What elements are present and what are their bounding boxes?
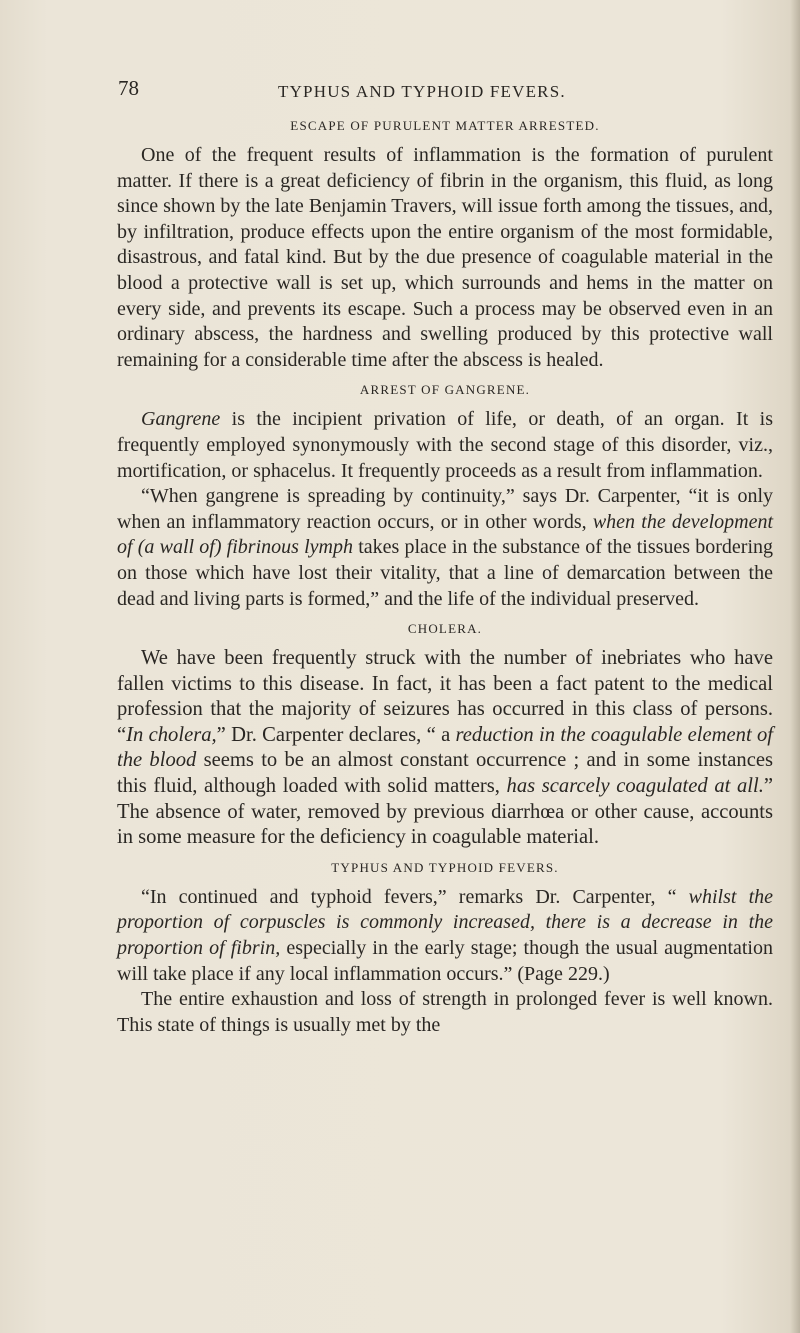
- italic-term-gangrene: Gangrene: [141, 408, 221, 431]
- cholera-text-a: We have been frequently struck with the number of inebriates who have fallen victims to this disease. In fact, it has been a fact patent to the medical profession that the majority of seizures has occurred in this class of persons. “: [117, 647, 773, 746]
- cholera-text-b: ” Dr. Carpenter declares, “ a: [216, 723, 456, 746]
- paragraph-purulent: One of the frequent results of inflammation is the formation of purulent matter. If there is a great deficiency of fibrin in the organism, this fluid, as long since shown by the late Benjamin Travers, will issue forth among the tissues, and, by infiltration, produce effects upon the entire organism of the most formidable, disastrous, and fatal kind. But by the due presence of coagulable material in the blood a protective wall is set up, which surrounds and hems in the matter on every side, and prevents its escape. Such a process may be observed even in an ordinary abscess, the hardness and swelling produced by this protective wall remaining for a considerable time after the abscess is healed.: [117, 144, 773, 371]
- paragraph-typhus-quote: [117, 885, 773, 987]
- section-heading-gangrene: ARREST OF GANGRENE.: [359, 382, 531, 398]
- typhus-text-a: “In continued and typhoid fevers,” remarks Dr. Carpenter, “: [141, 885, 689, 908]
- gangrene-quote-start: “When gangrene is spreading by continuity,” says Dr. Carpenter, “it is only when an inflammatory reaction occurs, or in other words,: [117, 485, 773, 533]
- italic-scarcely-coagulated: has scarcely coagulated at all.: [506, 775, 764, 798]
- gangrene-definition-text: is the incipient privation of life, or death, of an organ. It is frequently employed synonymously with the second stage of this disorder, viz., mortification, or sphacelus. It frequently proceeds as a result from inflammation.: [117, 408, 773, 482]
- typhus-text-b: especially in the early stage; though the usual augmentation will take place if any local inflammation occurs.” (Page 229.): [117, 937, 773, 985]
- body-text: [117, 115, 773, 1038]
- cholera-text-d: ” The absence of water, removed by previous diarrhœa or other cause, accounts in some measure for the deficiency in coagulable material.: [117, 775, 773, 849]
- italic-in-cholera: In cholera,: [126, 723, 217, 746]
- italic-reduction-coagulable: reduction in the coagulable element of the blood: [117, 723, 774, 772]
- section-heading-typhus: TYPHUS AND TYPHOID FEVERS.: [331, 859, 559, 875]
- cholera-text-c: seems to be an almost constant occurrence ; and in some instances this fluid, although loaded with solid matters,: [117, 749, 773, 798]
- running-title: TYPHUS AND TYPHOID FEVERS.: [278, 82, 566, 101]
- page-number: 78: [118, 76, 139, 100]
- section-heading-cholera: CHOLERA.: [407, 621, 483, 637]
- page-edge-shadow: [790, 0, 800, 1333]
- paragraph-cholera: [117, 646, 773, 851]
- italic-proportion-corpuscles: whilst the proportion of corpuscles is commonly increased, there is a decrease in the proportion of fibrin,: [117, 885, 773, 960]
- section-heading-purulent: ESCAPE OF PURULENT MATTER ARRESTED.: [290, 118, 600, 133]
- paragraph-gangrene-definition: [117, 407, 773, 484]
- paragraph-typhus-exhaustion: The entire exhaustion and loss of strength in prolonged fever is well known. This state of things is usually met by the: [117, 988, 773, 1036]
- paragraph-gangrene-quote: [117, 484, 773, 612]
- italic-fibrinous-lymph: when the development of (a wall of) fibrinous lymph: [117, 510, 773, 559]
- running-head: [118, 76, 778, 108]
- gangrene-quote-end: takes place in the substance of the tissues bordering on those which have lost their vitality, that a line of demarcation between the dead and living parts is formed,” and the life of the individual preserved.: [117, 536, 774, 610]
